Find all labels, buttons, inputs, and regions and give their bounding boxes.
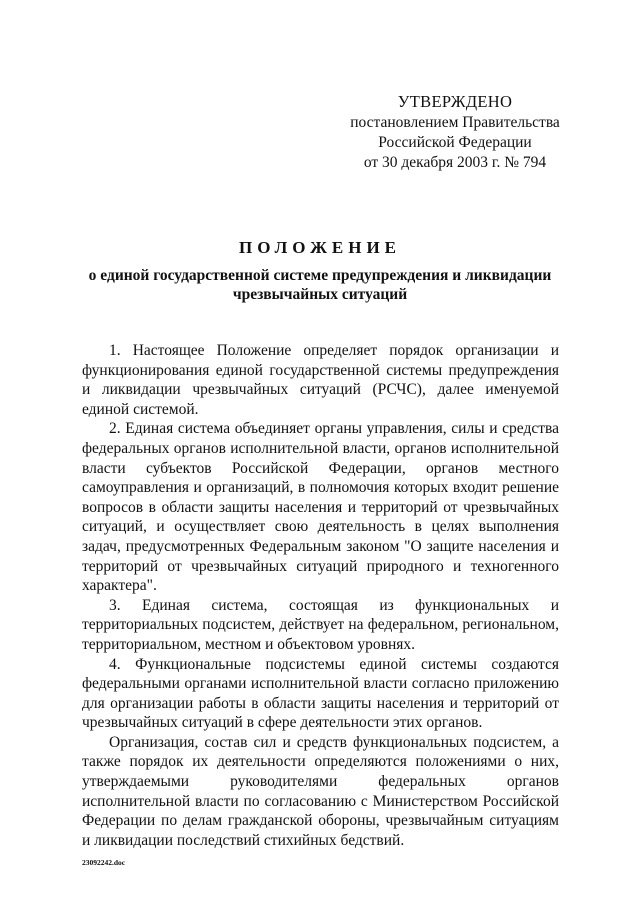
document-subtitle bbox=[70, 266, 570, 304]
approval-line-1: постановлением Правительства bbox=[350, 114, 560, 131]
approval-line-2: Российской Федерации bbox=[378, 134, 532, 151]
paragraph-4: 4. Функциональные подсистемы единой системы создаются федеральными органами исполнительной власти согласно приложению для организации работы в области защиты населения и территорий от чрезвычайных ситуаций в сфере деятельности этих органов. bbox=[82, 655, 559, 732]
paragraph-5: Организация, состав сил и средств функциональных подсистем, а также порядок их деятельности определяются положениями о них, утверждаемыми руководителями федеральных органов исполнительной власти по согласованию с Министерством Российской Федерации по делам гражданской обороны, чрезвычайным ситуациям и ликвидации последствий стихийных бедствий. bbox=[82, 733, 559, 849]
document-body bbox=[82, 341, 559, 850]
approval-title: УТВЕРЖДЕНО bbox=[397, 92, 513, 111]
approval-line-3: от 30 декабря 2003 г. № 794 bbox=[363, 154, 547, 171]
paragraph-1: 1. Настоящее Положение определяет порядок организации и функционирования единой государственной системы предупреждения и ликвидации чрезвычайных ситуаций (РСЧС), далее именуемой единой системой. bbox=[82, 342, 559, 418]
paragraph-3: 3. Единая система, состоящая из функциональных и территориальных подсистем, действует на федеральном, региональном, территориальном, местном и объектовом уровнях. bbox=[82, 596, 559, 653]
subtitle-line-1: о единой государственной системе предупреждения и ликвидации bbox=[88, 267, 552, 284]
approval-stamp bbox=[330, 92, 580, 173]
footer-filename: 23092242.doc bbox=[82, 858, 126, 867]
paragraph-2: 2. Единая система объединяет органы управления, силы и средства федеральных органов исполнительной власти, органов исполнительной власти субъектов Российской Федерации, органов местного самоуправления и организаций, в полномочия которых входит решение вопросов в области защиты населения и территорий от чрезвычайных ситуаций, и осуществляет свою деятельность в целях выполнения задач, предусмотренных Федеральным законом "О защите населения и территорий от чрезвычайных ситуаций природного и техногенного характера". bbox=[82, 420, 559, 595]
subtitle-line-2: чрезвычайных ситуаций bbox=[232, 286, 408, 303]
document-title: ПОЛОЖЕНИЕ bbox=[239, 238, 401, 257]
